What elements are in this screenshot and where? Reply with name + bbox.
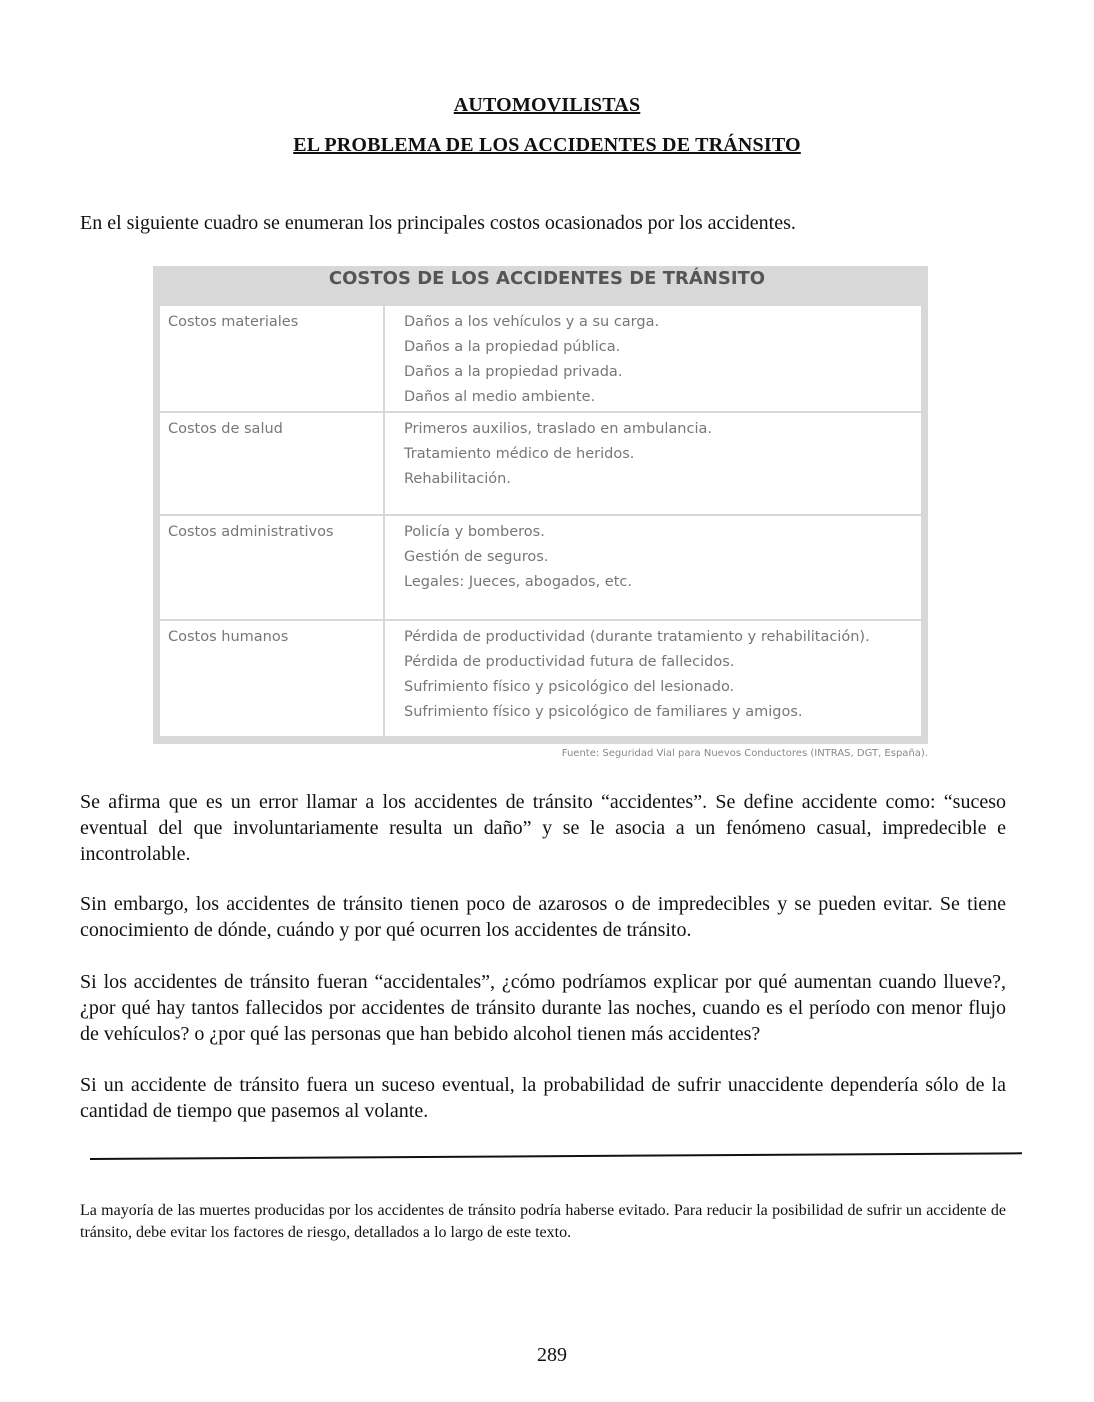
row-category: Costos de salud bbox=[160, 413, 385, 514]
list-item: Tratamiento médico de heridos. bbox=[404, 446, 635, 462]
row-category: Costos humanos bbox=[160, 621, 385, 736]
list-item: Primeros auxilios, traslado en ambulancia. bbox=[404, 421, 712, 437]
list-item: Sufrimiento físico y psicológico de familiares y amigos. bbox=[404, 704, 803, 720]
body-paragraph: Sin embargo, los accidentes de tránsito tienen poco de azarosos o de impredecibles y se pueden evitar. Se tiene conocimiento de dónde, cuándo y por qué ocurren los accidentes de tránsito. bbox=[80, 893, 1006, 941]
row-category: Costos materiales bbox=[160, 306, 385, 411]
costs-table bbox=[160, 306, 921, 736]
row-items bbox=[385, 516, 632, 619]
list-item: Legales: Jueces, abogados, etc. bbox=[404, 574, 632, 590]
row-items bbox=[385, 413, 712, 514]
row-items bbox=[385, 306, 659, 411]
table-row bbox=[160, 516, 921, 621]
horizontal-divider bbox=[90, 1152, 1022, 1160]
list-item: Daños a la propiedad pública. bbox=[404, 339, 621, 355]
table-source-caption: Fuente: Seguridad Vial para Nuevos Conductores (INTRAS, DGT, España). bbox=[561, 748, 928, 759]
body-paragraph: Se afirma que es un error llamar a los accidentes de tránsito “accidentes”. Se define accidente como: “suceso eventual del que involuntariamente resulta un daño” y se le asocia a un fenómeno casual, impredecible e incontrolable. bbox=[80, 791, 1006, 865]
intro-text: En el siguiente cuadro se enumeran los principales costos ocasionados por los accidentes. bbox=[80, 212, 796, 234]
body-paragraph: Si un accidente de tránsito fuera un suceso eventual, la probabilidad de sufrir unaccidente dependería sólo de la cantidad de tiempo que pasemos al volante. bbox=[80, 1074, 1006, 1122]
list-item: Sufrimiento físico y psicológico del lesionado. bbox=[404, 679, 735, 695]
body-paragraph: Si los accidentes de tránsito fueran “accidentales”, ¿cómo podríamos explicar por qué aumentan cuando llueve?, ¿por qué hay tantos fallecidos por accidentes de tránsito durante las noches, cuando es el período con menor flujo de vehículos? o ¿por qué las personas que han bebido alcohol tienen más accidentes? bbox=[80, 971, 1006, 1045]
list-item: Daños a los vehículos y a su carga. bbox=[404, 314, 660, 330]
page-title: AUTOMOVILISTAS bbox=[453, 94, 641, 116]
list-item: Gestión de seguros. bbox=[404, 549, 549, 565]
footnote: La mayoría de las muertes producidas por los accidentes de tránsito podría haberse evitado. Para reducir la posibilidad de sufrir un accidente de tránsito, debe evitar los factores de riesgo, detallados a lo largo de este texto. bbox=[80, 1202, 1006, 1241]
list-item: Policía y bomberos. bbox=[404, 524, 545, 540]
list-item: Daños a la propiedad privada. bbox=[404, 364, 623, 380]
list-item: Pérdida de productividad futura de fallecidos. bbox=[404, 654, 735, 670]
list-item: Rehabilitación. bbox=[404, 471, 511, 487]
page-subtitle: EL PROBLEMA DE LOS ACCIDENTES DE TRÁNSITO bbox=[293, 134, 801, 156]
list-item: Daños al medio ambiente. bbox=[404, 389, 596, 405]
row-items bbox=[385, 621, 870, 736]
page-number: 289 bbox=[537, 1344, 567, 1366]
table-row bbox=[160, 621, 921, 736]
table-row bbox=[160, 413, 921, 516]
table-row bbox=[160, 306, 921, 413]
row-category: Costos administrativos bbox=[160, 516, 385, 619]
costs-table-title: COSTOS DE LOS ACCIDENTES DE TRÁNSITO bbox=[328, 268, 766, 289]
list-item: Pérdida de productividad (durante tratamiento y rehabilitación). bbox=[404, 629, 870, 645]
